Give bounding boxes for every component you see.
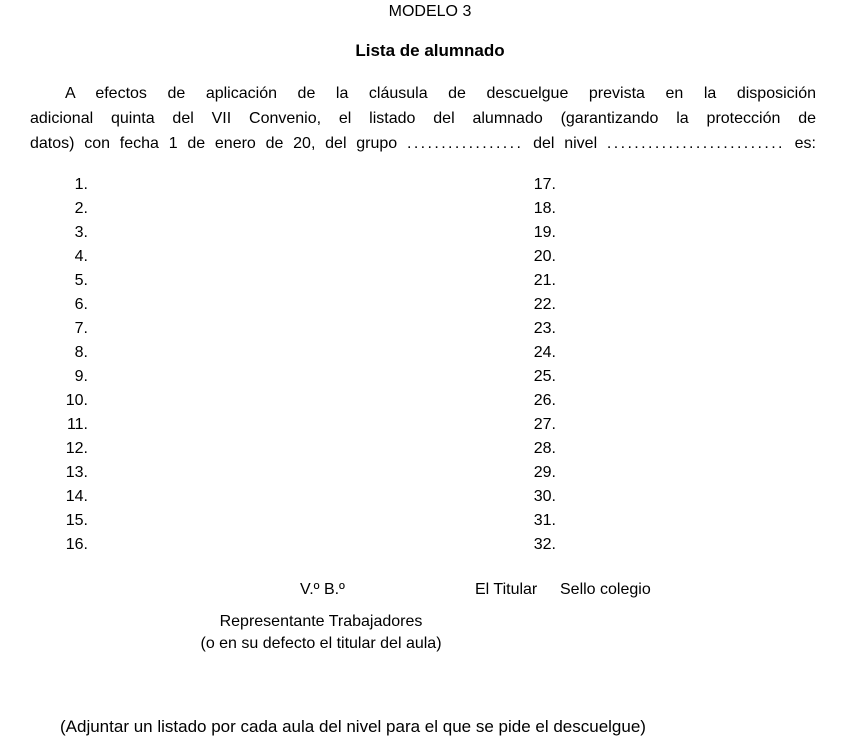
titular-label: El Titular <box>475 581 538 598</box>
intro-line-2: adicional quinta del VII Convenio, el listado del alumnado (garantizando la protección de <box>30 110 816 127</box>
roster-item: 21. <box>533 272 556 289</box>
roster-item: 24. <box>533 344 556 361</box>
roster-item: 28. <box>533 440 556 457</box>
sello-colegio-label: Sello colegio <box>560 581 651 598</box>
roster-item: 7. <box>74 320 88 337</box>
roster-item: 30. <box>533 488 556 505</box>
representative-fallback-label: (o en su defecto el titular del aula) <box>200 635 442 652</box>
document-subtitle: Lista de alumnado <box>355 41 505 60</box>
roster-item: 11. <box>66 416 88 433</box>
roster-item: 13. <box>65 464 88 481</box>
roster-item: 4. <box>74 248 88 265</box>
representative-label: Representante Trabajadores <box>219 613 423 630</box>
roster-item: 12. <box>65 440 88 457</box>
intro-line-1: A efectos de aplicación de la cláusula de descuelgue prevista en la disposición <box>65 85 816 102</box>
footer-note: (Adjuntar un listado por cada aula del nivel para el que se pide el descuelgue) <box>60 717 646 736</box>
roster-item: 22. <box>533 296 556 313</box>
vobo-label: V.º B.º <box>300 581 345 598</box>
roster-item: 25. <box>533 368 556 385</box>
roster-item: 19. <box>533 224 556 241</box>
roster-item: 2. <box>74 200 88 217</box>
roster-item: 20. <box>533 248 556 265</box>
intro-line-3-text: del nivel <box>533 135 598 152</box>
roster-item: 3. <box>74 224 88 241</box>
roster-item: 10. <box>65 392 88 409</box>
level-blank-dotted-line: .......................... <box>606 135 785 152</box>
intro-line-3-text: es: <box>794 135 816 152</box>
roster-item: 9. <box>74 368 88 385</box>
roster-item: 8. <box>74 344 88 361</box>
intro-line-3 <box>30 131 816 156</box>
roster-item: 14. <box>65 488 88 505</box>
group-blank-dotted-line: ................. <box>406 135 524 152</box>
roster-item: 29. <box>533 464 556 481</box>
intro-line-3-text: datos) con fecha 1 de enero de 20, del grupo <box>30 135 398 152</box>
roster-right-column <box>498 173 556 557</box>
roster-item: 31. <box>533 512 556 529</box>
roster-item: 23. <box>533 320 556 337</box>
document-title: MODELO 3 <box>388 3 472 20</box>
roster-item: 5. <box>74 272 88 289</box>
roster-item: 15. <box>65 512 88 529</box>
roster-item: 6. <box>74 296 88 313</box>
roster-item: 32. <box>533 536 556 553</box>
roster-item: 1. <box>74 176 88 193</box>
roster-left-column <box>30 173 88 557</box>
roster-item: 26. <box>533 392 556 409</box>
intro-paragraph <box>30 81 816 156</box>
representative-block <box>160 611 482 655</box>
roster-item: 27. <box>533 416 556 433</box>
roster-item: 17. <box>533 176 556 193</box>
roster-item: 18. <box>533 200 556 217</box>
roster-item: 16. <box>65 536 88 553</box>
